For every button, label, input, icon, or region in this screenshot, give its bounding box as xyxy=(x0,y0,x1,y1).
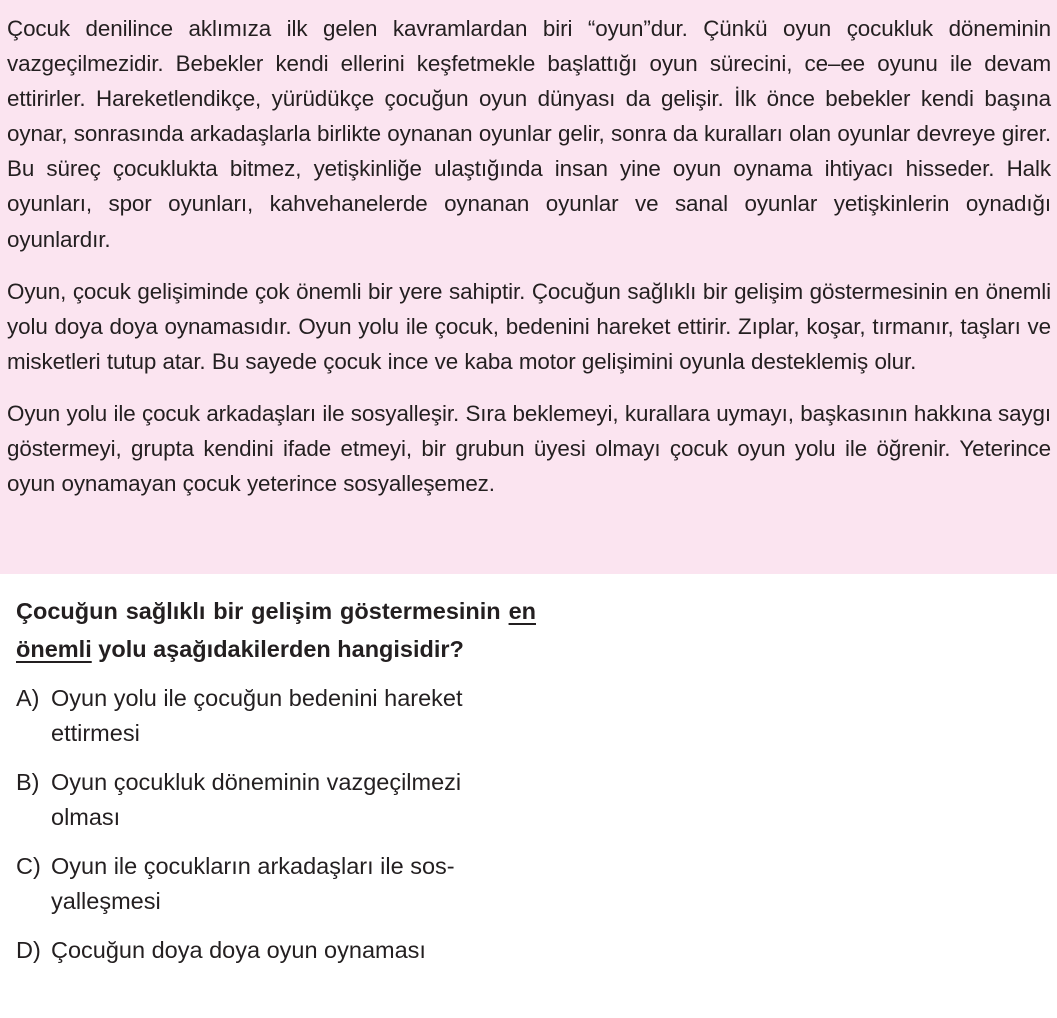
option-text: Oyun ile çocukların arkadaşları ile sosyalleşmesi xyxy=(51,852,455,915)
passage-paragraph-3: Oyun yolu ile çocuk arkadaşları ile sosyalleşir. Sıra beklemeyi, kurallara uymayı, başkasının hakkına saygı göstermeyi, grupta kendini ifade etmeyi, bir grubun üyesi olmayı çocuk oyun yolu ile öğrenir. Yeterince oyun oynamayan çocuk yeterince sosyalleşemez. xyxy=(7,400,1051,497)
question-stem-emphasis: en önemli xyxy=(16,598,536,662)
option-a[interactable] xyxy=(16,681,536,752)
question-stem xyxy=(16,593,536,669)
option-letter: C) xyxy=(16,852,41,879)
option-letter: D) xyxy=(16,936,41,963)
option-text: Çocuğun doya doya oyun oynaması xyxy=(51,936,426,963)
option-text: Oyun çocukluk döneminin vazgeçilmezi olması xyxy=(51,768,462,831)
question-stem-end: yolu aşağıdakilerden hangisidir? xyxy=(91,635,464,662)
passage-paragraph-1: Çocuk denilince aklımıza ilk gelen kavramlardan biri “oyun”dur. Çünkü oyun çocukluk döneminin vazgeçilmezidir. Bebekler kendi ellerini keşfetmekle başlattığı oyun sürecini, ce–ee oyunu ile devam ettirirler. Hareketlendikçe, yürüdükçe çocuğun oyun dünyası da gelişir. İlk önce bebekler kendi başına oynar, sonrasında arkadaşlarla birlikte oynanan oyunlar gelir, sonra da kuralları olan oyunlar devreye girer. Bu süreç çocuklukta bitmez, yetişkinliğe ulaştığında insan yine oyun oynama ihtiyacı hisseder. Halk oyunları, spor oyunları, kahvehanelerde oynanan oyunlar ve sanal oyunlar yetişkinlerin oynadığı oyunlardır. xyxy=(7,16,1051,252)
option-d[interactable] xyxy=(16,933,536,969)
option-text: Oyun yolu ile çocuğun bedenini hareket ettirmesi xyxy=(51,684,463,747)
question-stem-start: Çocuğun sağlıklı bir gelişim göstermesinin xyxy=(16,598,509,624)
option-letter: B) xyxy=(16,768,40,795)
question-block xyxy=(0,574,536,968)
option-c[interactable] xyxy=(16,849,536,920)
option-letter: A) xyxy=(16,684,40,711)
option-b[interactable] xyxy=(16,765,536,836)
passage-paragraph-2: Oyun, çocuk gelişiminde çok önemli bir yere sahiptir. Çocuğun sağlıklı bir gelişim göstermesinin en önemli yolu doya doya oynamasıdır. Oyun yolu ile çocuk, bedenini hareket ettirir. Zıplar, koşar, tırmanır, taşları ve misketleri tutup atar. Bu sayede çocuk ince ve kaba motor gelişimini oyunla desteklemiş olur. xyxy=(7,278,1051,374)
answer-options xyxy=(16,681,536,969)
